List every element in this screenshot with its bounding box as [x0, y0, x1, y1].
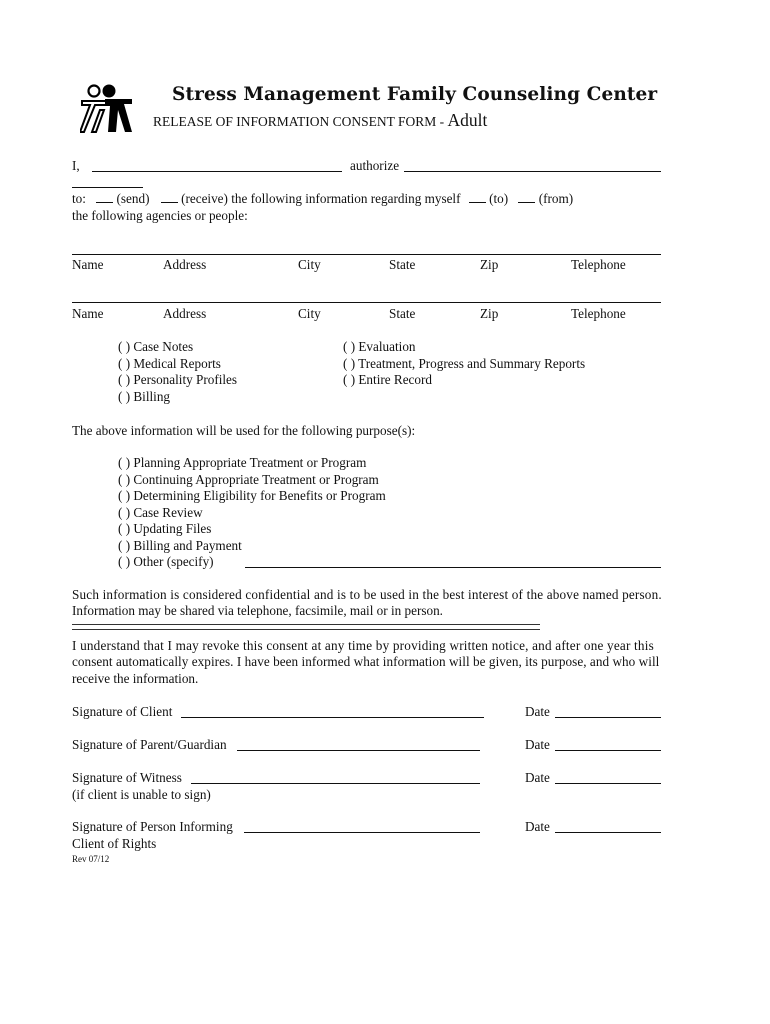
contact-2-column-state: State — [389, 306, 416, 321]
contact-1-field[interactable] — [72, 254, 661, 255]
receive-checkbox-line[interactable] — [161, 191, 178, 203]
agencies-label: the following agencies or people: — [72, 208, 248, 223]
revocation-text-line-1: I understand that I may revoke this consent at any time by providing written notice, and after one year this — [72, 638, 654, 653]
purpose-option-case-review[interactable]: ( ) Case Review — [118, 505, 203, 520]
signature-informer-note: Client of Rights — [72, 836, 157, 851]
contact-2-column-zip: Zip — [480, 306, 499, 321]
to-label: to: — [72, 191, 86, 206]
to-paren-label: (to) — [489, 191, 509, 206]
contact-2-field[interactable] — [72, 302, 661, 303]
info-option-case-notes[interactable]: ( ) Case Notes — [118, 339, 194, 354]
purpose-option-updating-files[interactable]: ( ) Updating Files — [118, 521, 212, 536]
info-option-medical-reports[interactable]: ( ) Medical Reports — [118, 356, 221, 371]
signature-guardian-field[interactable] — [237, 750, 480, 751]
contact-2-column-telephone: Telephone — [571, 306, 626, 321]
signature-witness-date-field[interactable] — [555, 783, 661, 784]
purpose-option-continuing[interactable]: ( ) Continuing Appropriate Treatment or Program — [118, 472, 379, 487]
contact-1-column-telephone: Telephone — [571, 257, 626, 272]
confidentiality-text-line-2: Information may be shared via telephone, facsimile, mail or in person. — [72, 603, 443, 618]
contact-1-column-state: State — [389, 257, 416, 272]
signature-witness-note: (if client is unable to sign) — [72, 787, 211, 802]
signature-client-label: Signature of Client — [72, 704, 173, 719]
form-subtitle — [153, 110, 487, 131]
contact-1-column-address: Address — [163, 257, 207, 272]
from-checkbox-line[interactable] — [518, 191, 535, 203]
contact-2-column-address: Address — [163, 306, 207, 321]
authorized-party-field-continued[interactable] — [72, 187, 143, 188]
from-label: (from) — [538, 191, 574, 206]
purpose-option-billing-payment[interactable]: ( ) Billing and Payment — [118, 538, 242, 553]
signature-client-date-field[interactable] — [555, 717, 661, 718]
form-subtitle-main: RELEASE OF INFORMATION CONSENT FORM - — [153, 114, 448, 129]
purpose-option-other[interactable]: ( ) Other (specify) — [118, 554, 214, 569]
signature-witness-field[interactable] — [191, 783, 480, 784]
contact-1-column-city: City — [298, 257, 321, 272]
signature-client-field[interactable] — [181, 717, 484, 718]
signature-informer-date-label: Date — [525, 819, 550, 834]
signature-guardian-date-label: Date — [525, 737, 550, 752]
authorize-label: authorize — [350, 158, 400, 173]
section-divider — [72, 624, 540, 630]
info-option-billing[interactable]: ( ) Billing — [118, 389, 171, 404]
to-checkbox-line[interactable] — [469, 191, 486, 203]
info-option-treatment-reports[interactable]: ( ) Treatment, Progress and Summary Reports — [343, 356, 586, 371]
signature-guardian-label: Signature of Parent/Guardian — [72, 737, 227, 752]
page-title: Stress Management Family Counseling Center — [172, 84, 658, 105]
send-label: (send) — [116, 191, 150, 206]
other-specify-field[interactable] — [245, 567, 661, 568]
confidentiality-text-line-1: Such information is considered confidential and is to be used in the best interest of the above named person. — [72, 587, 662, 602]
direction-line — [72, 191, 573, 207]
family-figures-icon — [80, 84, 134, 134]
revision-label: Rev 07/12 — [72, 854, 110, 864]
i-label: I, — [72, 158, 80, 173]
purpose-option-planning[interactable]: ( ) Planning Appropriate Treatment or Program — [118, 455, 367, 470]
authorized-party-field[interactable] — [404, 171, 661, 172]
center-logo — [80, 84, 134, 134]
revocation-text-line-3: receive the information. — [72, 671, 199, 686]
info-option-personality-profiles[interactable]: ( ) Personality Profiles — [118, 372, 238, 387]
purpose-option-eligibility[interactable]: ( ) Determining Eligibility for Benefits or Program — [118, 488, 386, 503]
revocation-text-line-2: consent automatically expires. I have been informed what information will be given, its purpose, and who will — [72, 654, 660, 669]
contact-2-column-city: City — [298, 306, 321, 321]
info-option-entire-record[interactable]: ( ) Entire Record — [343, 372, 432, 387]
signature-client-date-label: Date — [525, 704, 550, 719]
receive-label: (receive) the following information regarding myself — [181, 191, 461, 206]
purpose-intro: The above information will be used for the following purpose(s): — [72, 423, 416, 438]
signature-witness-date-label: Date — [525, 770, 550, 785]
client-name-field[interactable] — [92, 171, 342, 172]
form-subtitle-type: Adult — [447, 110, 488, 130]
contact-1-column-zip: Zip — [480, 257, 499, 272]
info-option-evaluation[interactable]: ( ) Evaluation — [343, 339, 416, 354]
signature-informer-field[interactable] — [244, 832, 480, 833]
contact-1-column-name: Name — [72, 257, 104, 272]
signature-guardian-date-field[interactable] — [555, 750, 661, 751]
contact-2-column-name: Name — [72, 306, 104, 321]
signature-informer-label: Signature of Person Informing — [72, 819, 233, 834]
signature-witness-label: Signature of Witness — [72, 770, 182, 785]
signature-informer-date-field[interactable] — [555, 832, 661, 833]
send-checkbox-line[interactable] — [96, 191, 113, 203]
